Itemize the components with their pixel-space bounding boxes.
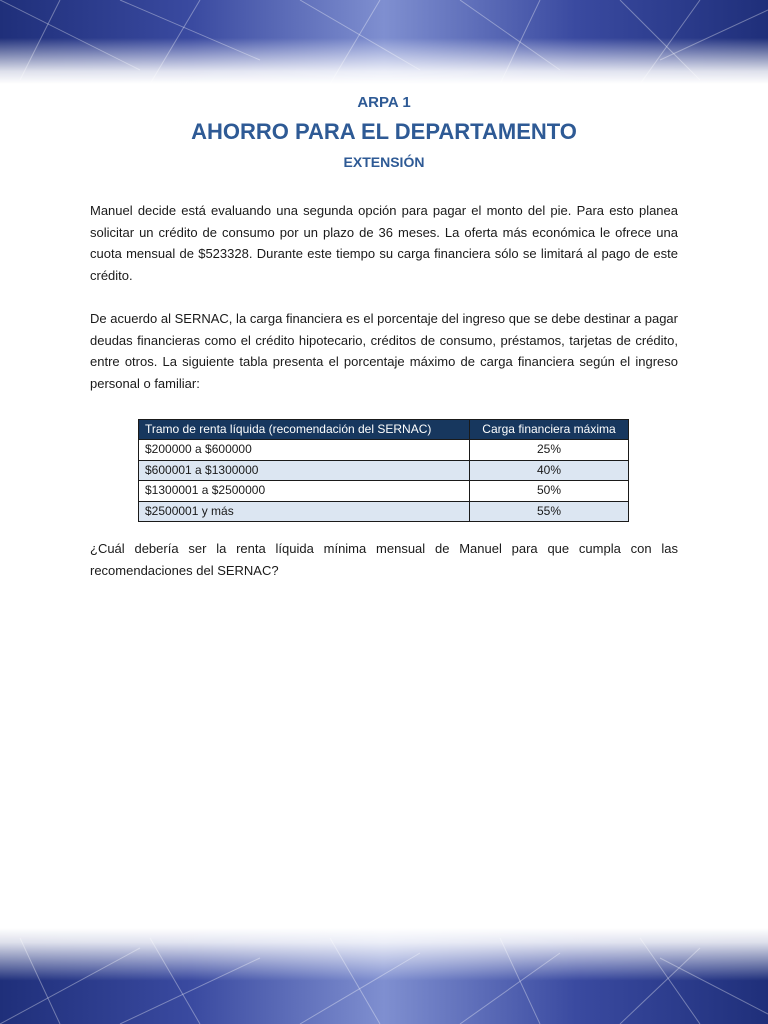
table-header-range: Tramo de renta líquida (recomendación del SERNAC) [139, 419, 470, 440]
table-cell-range: $2500001 y más [139, 501, 470, 522]
document-title: AHORRO PARA EL DEPARTAMENTO [191, 119, 577, 144]
document-code: ARPA 1 [357, 94, 411, 111]
table-row [139, 460, 629, 481]
document-subtitle: EXTENSIÓN [343, 154, 425, 170]
table-row [139, 501, 629, 522]
table-cell-range: $600001 a $1300000 [139, 460, 470, 481]
table-row [139, 481, 629, 502]
question-paragraph: ¿Cuál debería ser la renta líquida mínima mensual de Manuel para que cumpla con las recomendaciones del SERNAC? [90, 541, 678, 578]
footer-banner-pattern [0, 928, 768, 1024]
table-header-load: Carga financiera máxima [470, 419, 629, 440]
table-cell-load: 50% [470, 481, 629, 502]
table-cell-load: 40% [470, 460, 629, 481]
sernac-table-wrapper [138, 419, 678, 523]
table-cell-range: $200000 a $600000 [139, 440, 470, 461]
document-content [90, 92, 678, 582]
table-row [139, 440, 629, 461]
footer-banner [0, 928, 768, 1024]
table-header-row [139, 419, 629, 440]
table-cell-load: 55% [470, 501, 629, 522]
sernac-table [138, 419, 629, 523]
sernac-paragraph: De acuerdo al SERNAC, la carga financiera es el porcentaje del ingreso que se debe destinar a pagar deudas financieras como el crédito hipotecario, créditos de consumo, préstamos, tarjetas de crédito, entre otros. La siguiente tabla presenta el porcentaje máximo de carga financiera según el ingreso personal o familiar: [90, 310, 678, 391]
table-cell-load: 25% [470, 440, 629, 461]
table-cell-range: $1300001 a $2500000 [139, 481, 470, 502]
header-banner-pattern [0, 0, 768, 84]
intro-paragraph: Manuel decide está evaluando una segunda opción para pagar el monto del pie. Para esto planea solicitar un crédito de consumo por un plazo de 36 meses. La oferta más económica le ofrece una cuota mensual de $523328. Durante este tiempo su carga financiera sólo se limitará al pago de este crédito. [90, 203, 678, 284]
header-banner [0, 0, 768, 84]
